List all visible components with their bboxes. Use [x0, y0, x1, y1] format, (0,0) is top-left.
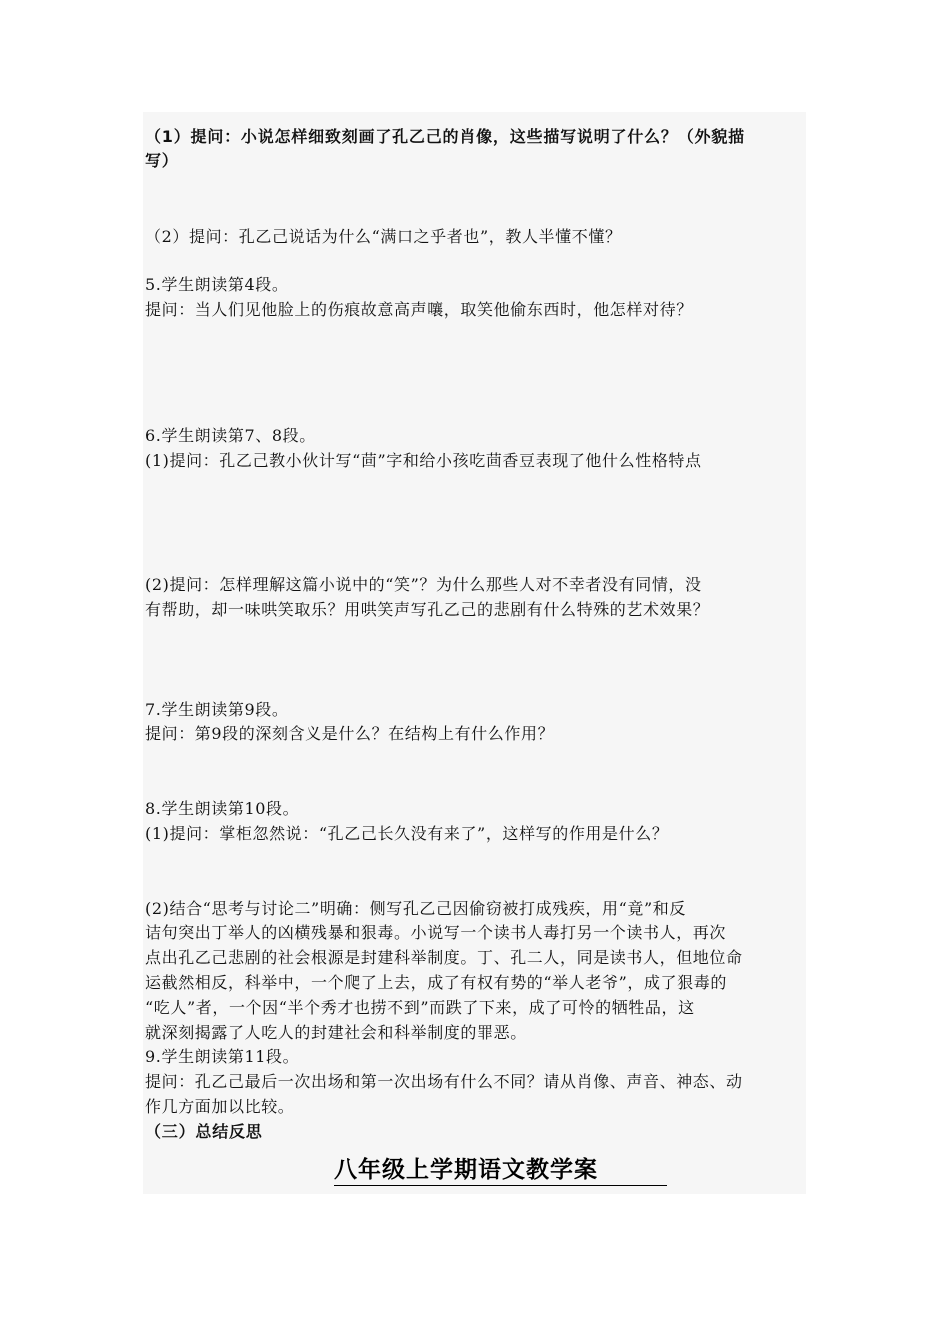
step-6-heading: 6.学生朗读第7、8段。	[145, 426, 316, 445]
step-8-question-1: (1)提问：掌柜忽然说：“孔乙己长久没有来了”，这样写的作用是什么？	[145, 824, 669, 843]
step-8-answer-line-3: 点出孔乙己悲剧的社会根源是封建科举制度。丁、孔二人，同是读书人，但地位命	[145, 948, 743, 967]
question-1-line-1: （1）提问：小说怎样细致刻画了孔乙己的肖像，这些描写说明了什么？（外貌描	[145, 127, 745, 146]
question-1-line-2: 写）	[145, 151, 179, 170]
step-9-heading: 9.学生朗读第11段。	[145, 1047, 300, 1066]
step-8-answer-line-6: 就深刻揭露了人吃人的封建社会和科举制度的罪恶。	[145, 1023, 527, 1042]
step-8-answer-line-5: “吃人”者，一个因“半个秀才也捞不到”而跌了下来，成了可怜的牺牲品，这	[145, 998, 695, 1017]
step-9-question-line-1: 提问：孔乙己最后一次出场和第一次出场有什么不同？请从肖像、声音、神态、动	[145, 1072, 743, 1091]
step-6-question-1: (1)提问：孔乙己教小伙计写“茴”字和给小孩吃茴香豆表现了他什么性格特点	[145, 451, 702, 470]
step-8-answer-line-2: 诘句突出丁举人的凶横残暴和狠毒。小说写一个读书人毒打另一个读书人，再次	[145, 923, 727, 942]
section-3-heading: （三）总结反思	[145, 1122, 263, 1141]
step-5-question: 提问：当人们见他脸上的伤痕故意高声嚷，取笑他偷东西时，他怎样对待？	[145, 300, 693, 319]
step-6-question-2-line-1: (2)提问：怎样理解这篇小说中的“笑”？为什么那些人对不幸者没有同情，没	[145, 575, 702, 594]
step-8-answer-line-1: (2)结合“思考与讨论二”明确：侧写孔乙己因偷窃被打成残疾，用“竟”和反	[145, 899, 686, 918]
step-7-question: 提问：第9段的深刻含义是什么？在结构上有什么作用？	[145, 724, 555, 743]
step-5-heading: 5.学生朗读第4段。	[145, 275, 289, 294]
step-8-heading: 8.学生朗读第10段。	[145, 799, 300, 818]
step-8-answer-line-4: 运截然相反，科举中，一个爬了上去，成了有权有势的“举人老爷”，成了狠毒的	[145, 973, 727, 992]
step-7-heading: 7.学生朗读第9段。	[145, 700, 289, 719]
footer-title: 八年级上学期语文教学案	[334, 1155, 667, 1186]
question-2: （2）提问：孔乙己说话为什么“满口之乎者也”，教人半懂不懂？	[145, 227, 622, 246]
step-9-question-line-2: 作几方面加以比较。	[145, 1097, 295, 1116]
step-6-question-2-line-2: 有帮助，却一味哄笑取乐？用哄笑声写孔乙己的悲剧有什么特殊的艺术效果？	[145, 600, 710, 619]
